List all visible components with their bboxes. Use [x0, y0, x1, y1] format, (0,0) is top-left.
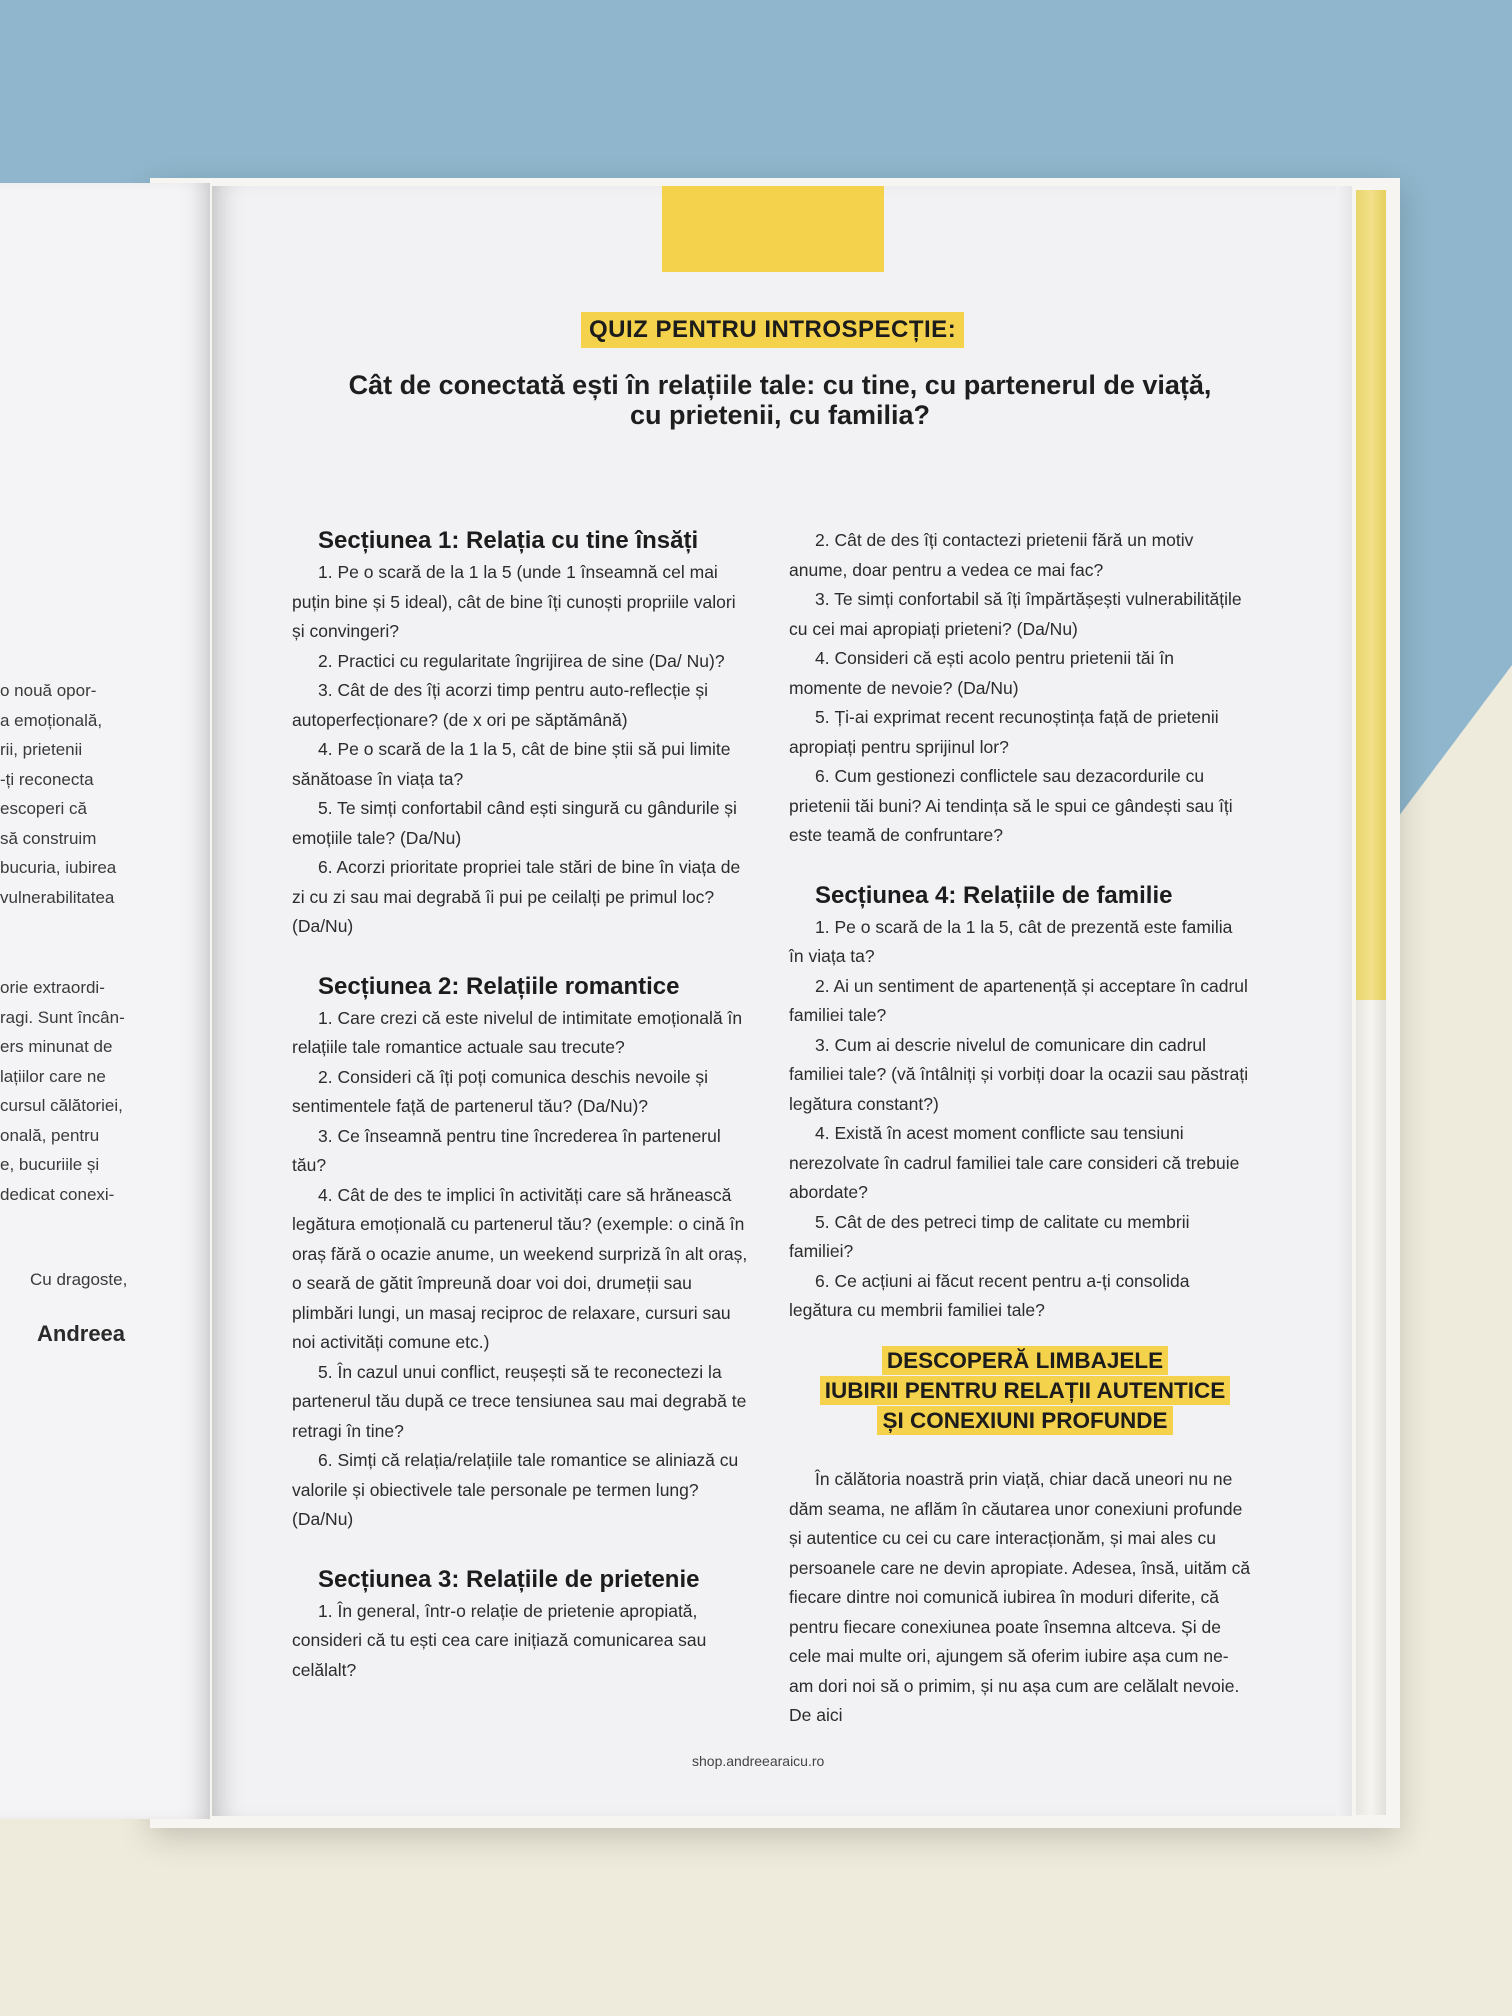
question-item: 6. Simți că relația/relațiile tale romantice se aliniază cu valorile și obiectivele tale personale pe termen lung? (Da/Nu) — [292, 1450, 739, 1529]
question-item: 3. Cum ai descrie nivelul de comunicare din cadrul familiei tale? (vă întâlniți și vorbiți doar la ocazii sau păstrați legătura constant?) — [789, 1034, 1249, 1114]
question-item: 3. Cât de des îți acorzi timp pentru auto-reflecție și autoperfecționare? (de x ori pe săptămână) — [292, 680, 709, 730]
section-4-title: Secțiunea 4: Relațiile de familie — [815, 881, 1173, 909]
left-page-line: escoperi că — [0, 799, 87, 818]
left-page-line: rii, prietenii — [0, 740, 83, 759]
question-item: 6. Ce acțiuni ai făcut recent pentru a-ți consolida legătura cu membrii familiei tale? — [789, 1270, 1190, 1320]
main-question-line-2: cu prietenii, cu familia? — [629, 400, 931, 430]
left-page-line: onală, pentru — [0, 1125, 100, 1145]
section-3-items-part-1 — [292, 1597, 752, 1686]
section-1-items — [292, 558, 752, 942]
right-page-edge — [1336, 186, 1352, 1816]
book-white-page-edges — [1356, 1000, 1386, 1815]
left-page-line: -ți reconecta — [0, 769, 94, 789]
left-page-signoff: Cu dragoste, — [30, 1270, 128, 1289]
section-3-items-part-2 — [789, 526, 1249, 851]
question-item: 2. Cât de des îți contactezi prietenii fără un motiv anume, doar pentru a vedea ce mai fac? — [789, 530, 1194, 580]
question-item: 6. Acorzi prioritate propriei tale stări de bine în viața de zi cu zi sau mai degrabă îi pui pe ceilalți pe primul loc? (Da/Nu) — [292, 857, 741, 936]
left-page-line: ragi. Sunt încân- — [0, 1007, 125, 1027]
question-item: 5. Cât de des petreci timp de calitate cu membrii familiei? — [789, 1211, 1190, 1261]
question-item: 5. Te simți confortabil când ești singură cu gândurile și emoțiile tale? (Da/Nu) — [292, 798, 737, 848]
question-item: 2. Consideri că îți poți comunica deschis nevoile și sentimentele față de partenerul tău? (Da/Nu)? — [292, 1066, 709, 1116]
right-column — [789, 526, 1249, 1326]
left-page — [0, 183, 210, 1819]
descopera-heading-line-2: IUBIRII PENTRU RELAȚII AUTENTICE — [820, 1376, 1230, 1405]
question-item: 4. Consideri că ești acolo pentru prietenii tăi în momente de nevoie? (Da/Nu) — [789, 648, 1174, 698]
left-page-line: ers minunat de — [0, 1037, 113, 1056]
question-item: 2. Ai un sentiment de apartenență și acceptare în cadrul familiei tale? — [789, 975, 1248, 1025]
left-page-line: orie extraordi- — [0, 978, 105, 997]
left-page-line: să construim — [0, 828, 97, 848]
question-item: 5. Ți-ai exprimat recent recunoștința față de prietenii apropiați pentru sprijinul lor? — [789, 707, 1219, 757]
main-question-line-1: Cât de conectată ești în relațiile tale: cu tine, cu partenerul de viață, — [348, 370, 1212, 400]
left-page-signature: Andreea — [37, 1321, 126, 1346]
section-1-title: Secțiunea 1: Relația cu tine însăți — [318, 527, 699, 554]
question-item: 1. Care crezi că este nivelul de intimitate emoțională în relațiile tale romantice actuale sau trecute? — [292, 1007, 743, 1057]
section-2-title: Secțiunea 2: Relațiile romantice — [318, 972, 680, 1000]
descopera-heading-line-1: DESCOPERĂ LIMBAJELE — [882, 1346, 1168, 1375]
left-page-line: a emoțională, — [0, 710, 103, 730]
question-item: 5. În cazul unui conflict, reușești să te reconectezi la partenerul tău după ce trece tensiunea sau mai degrabă te retragi în tine? — [292, 1361, 747, 1441]
left-page-line: e, bucuriile și — [0, 1155, 100, 1174]
question-item: 1. Pe o scară de la 1 la 5, cât de prezentă este familia în viața ta? — [789, 916, 1233, 966]
section-2-items — [292, 1004, 752, 1535]
left-page-line: cursul călătoriei, — [0, 1096, 123, 1115]
section-3-title: Secțiunea 3: Relațiile de prietenie — [318, 1565, 700, 1593]
question-item: 4. Cât de des te implici în activități care să hrănească legătura emoțională cu partenerul tău? (exemple: o cină în oraș fără o ocazie anume, un weekend surpriză în alt oraș, o seară de gătit împreună doar voi doi, drumeții sau plimbări lungi, un masaj reciproc de relaxare, cursuri sau noi activități comune etc.) — [292, 1184, 748, 1352]
section-4-items — [789, 913, 1249, 1326]
descopera-heading — [795, 1346, 1255, 1436]
question-item: 3. Te simți confortabil să îți împărtășești vulnerabilitățile cu cei mai apropiați prieteni? (Da/Nu) — [789, 589, 1242, 639]
descopera-heading-line-3: ȘI CONEXIUNI PROFUNDE — [877, 1406, 1172, 1435]
intro-paragraph — [789, 1465, 1251, 1731]
main-question — [300, 370, 1260, 430]
question-item: 4. Pe o scară de la 1 la 5, cât de bine știi să pui limite sănătoase în viața ta? — [292, 739, 731, 789]
yellow-top-tab — [662, 186, 884, 272]
question-item: 4. Există în acest moment conflicte sau tensiuni nerezolvate în cadrul familiei tale care consideri că trebuie abordate? — [789, 1123, 1240, 1202]
question-item: 3. Ce înseamnă pentru tine încrederea în partenerul tău? — [292, 1125, 721, 1175]
left-page-line: o nouă opor- — [0, 681, 97, 700]
question-item: 6. Cum gestionezi conflictele sau dezacordurile cu prietenii tăi buni? Ai tendința să le spui ce gândești sau îți este teamă de confruntare? — [789, 766, 1233, 845]
left-page-line: dedicat conexi- — [0, 1184, 115, 1204]
left-page-line: lațiilor care ne — [0, 1066, 106, 1086]
quiz-label: QUIZ PENTRU INTROSPECȚIE: — [581, 312, 964, 348]
book-yellow-page-edges — [1356, 190, 1386, 1000]
question-item: 1. În general, într-o relație de prietenie apropiată, consideri că tu ești cea care inițiază comunicarea sau celălalt? — [292, 1600, 707, 1680]
question-item: 1. Pe o scară de la 1 la 5 (unde 1 înseamnă cel mai puțin bine și 5 ideal), cât de bine îți cunoști propriile valori și convingeri? — [292, 562, 736, 641]
left-page-line: bucuria, iubirea — [0, 858, 117, 877]
footer-url: shop.andreearaicu.ro — [692, 1753, 825, 1769]
left-page-line: vulnerabilitatea — [0, 887, 115, 907]
left-column — [292, 524, 752, 1685]
question-item: 2. Practici cu regularitate îngrijirea de sine (Da/ Nu)? — [318, 650, 725, 671]
intro-paragraph-text: În călătoria noastră prin viață, chiar dacă uneori nu ne dăm seama, ne aflăm în căutarea unor conexiuni profunde și autentice cu cei cu care interacționăm, și mai ales cu persoanele care ne devin apropiate. Adesea, însă, uităm că fiecare dintre noi comunică iubirea în moduri diferite, că pentru fiecare conexiunea poate însemna altceva. Și de cele mai multe ori, ajungem să oferim iubire așa cum ne-am dori noi să o primim, și nu așa cum are celălalt nevoie. De aici — [789, 1469, 1251, 1725]
